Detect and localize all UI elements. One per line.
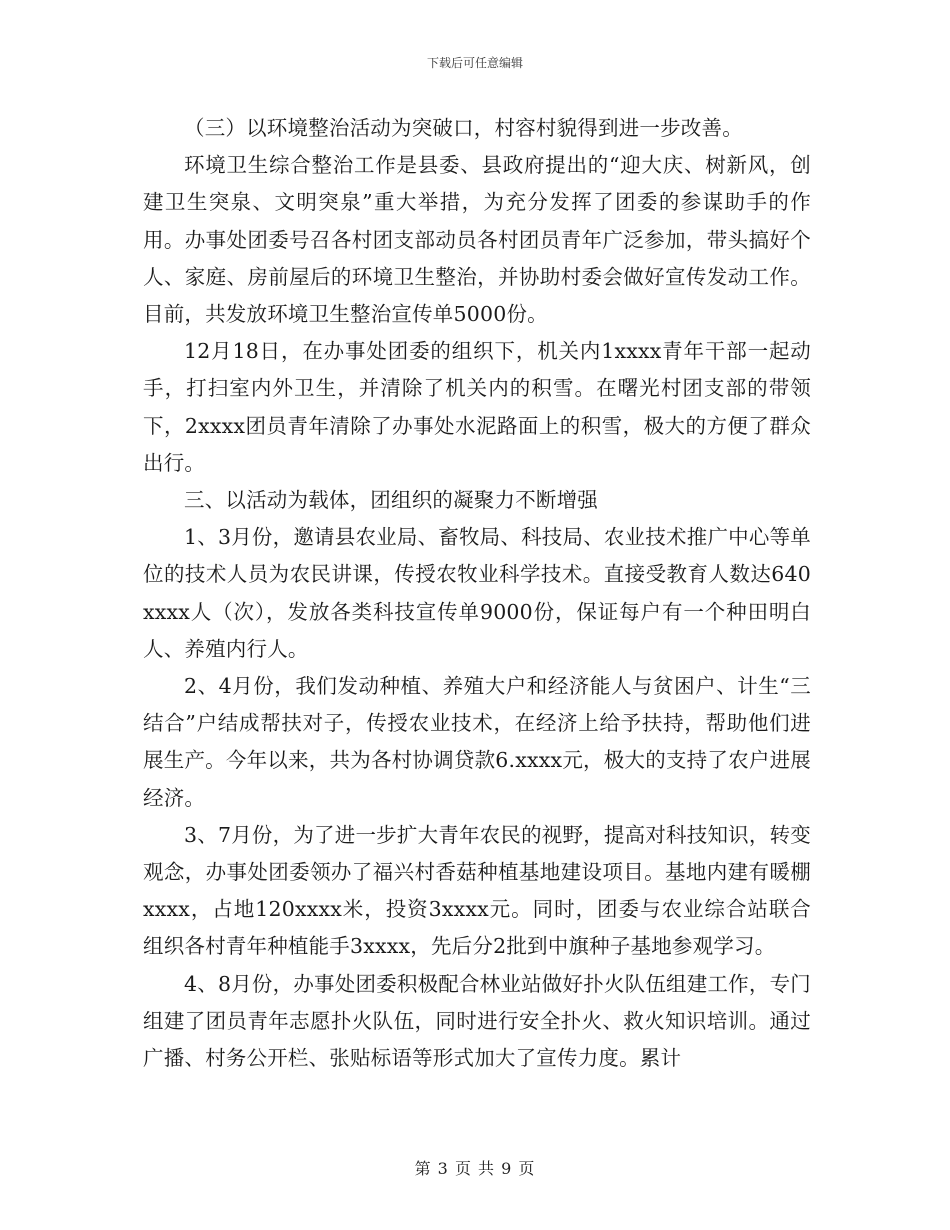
document-body bbox=[143, 110, 811, 1077]
page-number-footer: 第 3 页 共 9 页 bbox=[414, 1159, 536, 1178]
list-item-march: 1、3月份，邀请县农业局、畜牧局、科技局、农业技术推广中心等单位的技术人员为农民讲课，传授农牧业科学技术。直接受教育人数达640xxxx人（次），发放各类科技宣传单9000份，保证每户有一个种田明白人、养殖内行人。 bbox=[143, 525, 811, 661]
body-paragraph: 12月18日，在办事处团委的组织下，机关内1xxxx青年干部一起动手，打扫室内外卫生，并清除了机关内的积雪。在曙光村团支部的带领下，2xxxx团员青年清除了办事处水泥路面上的积雪，极大的方便了群众出行。 bbox=[143, 339, 811, 475]
body-paragraph: 环境卫生综合整治工作是县委、县政府提出的“迎大庆、树新风，创建卫生突泉、文明突泉”重大举措，为充分发挥了团委的参谋助手的作用。办事处团委号召各村团支部动员各村团员青年广泛参加，带头搞好个人、家庭、房前屋后的环境卫生整治，并协助村委会做好宣传发动工作。目前，共发放环境卫生整治宣传单5000份。 bbox=[143, 153, 811, 327]
list-item-august: 4、8月份，办事处团委积极配合林业站做好扑火队伍组建工作，专门组建了团员青年志愿扑火队伍，同时进行安全扑火、救火知识培训。通过广播、村务公开栏、张贴标语等形式加大了宣传力度。累计 bbox=[143, 971, 811, 1071]
list-item-july: 3、7月份，为了进一步扩大青年农民的视野，提高对科技知识，转变观念，办事处团委领办了福兴村香菇种植基地建设项目。基地内建有暖棚xxxx，占地120xxxx米，投资3xxxx元。同时，团委与农业综合站联合组织各村青年种植能手3xxxx，先后分2批到中旗种子基地参观学习。 bbox=[143, 822, 811, 959]
page-header: 下载后可任意编辑 bbox=[426, 56, 523, 70]
section-heading-environment: （三）以环境整治活动为突破口，村容村貌得到进一步改善。 bbox=[184, 116, 743, 140]
list-item-april: 2、4月份，我们发动种植、养殖大户和经济能人与贫困户、计生“三结合”户结成帮扶对子，传授农业技术，在经济上给予扶持，帮助他们进展生产。今年以来，共为各村协调贷款6.xxxx元，极大的支持了农户进展经济。 bbox=[143, 674, 811, 810]
section-heading-activities: 三、以活动为载体，团组织的凝聚力不断增强 bbox=[184, 488, 598, 513]
